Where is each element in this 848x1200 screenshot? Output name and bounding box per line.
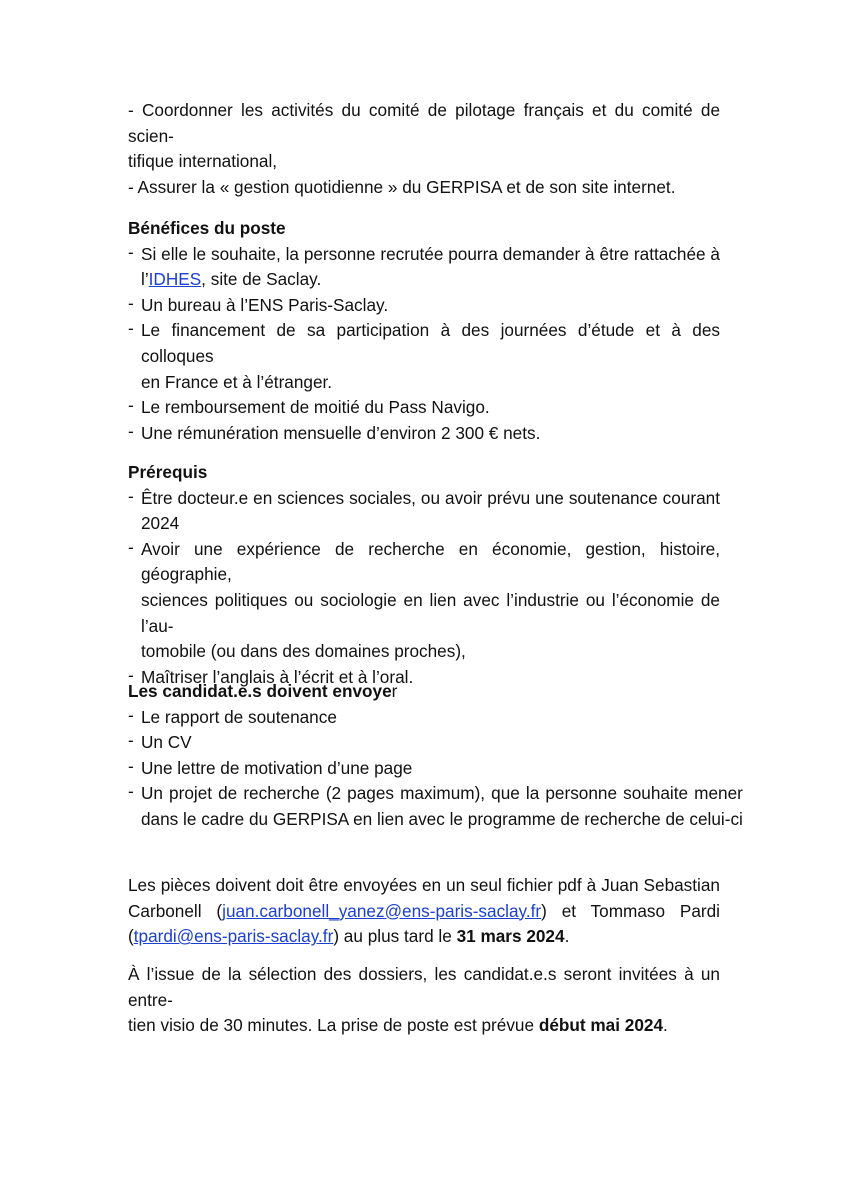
list-item xyxy=(128,756,720,782)
prereq-section xyxy=(128,460,720,690)
benefits-heading: Bénéfices du poste xyxy=(128,218,286,238)
bullet-dash: - xyxy=(128,420,134,441)
bullet-dash: - xyxy=(128,781,134,802)
bullet-dash: - xyxy=(128,664,134,685)
intro-line-3: - Assurer la « gestion quotidienne » du GERPISA et de son site internet. xyxy=(128,176,676,197)
interview-paragraph xyxy=(128,962,720,1039)
intro-line-1: - Coordonner les activités du comité de pilotage français et du comité de scien- xyxy=(128,100,720,146)
bullet-dash: - xyxy=(128,536,134,557)
email-link-carbonell[interactable]: juan.carbonell_yanez@ens-paris-saclay.fr xyxy=(222,900,542,921)
bullet-dash: - xyxy=(128,395,134,416)
list-item-text: sciences politiques ou sociologie en lien avec l’industrie ou l’économie de l’au- xyxy=(141,589,720,636)
list-item xyxy=(128,395,720,421)
list-item xyxy=(128,421,720,447)
list-item-text: tomobile (ou dans des domaines proches), xyxy=(141,641,466,662)
list-item-text: Une lettre de motivation d’une page xyxy=(141,757,413,778)
send-section xyxy=(128,679,743,833)
list-item-text: Un projet de recherche (2 pages maximum), que la personne souhaite mener xyxy=(141,783,743,804)
list-item xyxy=(128,730,720,756)
bullet-dash: - xyxy=(128,292,134,313)
bullet-dash: - xyxy=(128,704,134,725)
list-item xyxy=(128,293,720,319)
intro-line-2: tifique international, xyxy=(128,151,278,172)
list-item-text: en France et à l’étranger. xyxy=(141,371,333,392)
paragraph-line: À l’issue de la sélection des dossiers, les candidat.e.s seront invitées à un entre- xyxy=(128,964,720,1010)
prereq-heading: Prérequis xyxy=(128,462,208,482)
list-item-text: Si elle le souhaite, la personne recrutée pourra demander à être rattachée à xyxy=(141,243,720,264)
start-date: début mai 2024 xyxy=(538,1015,664,1036)
list-item-text: Le rapport de soutenance xyxy=(141,706,337,727)
list-item-text: l’IDHES, site de Saclay. xyxy=(141,269,322,290)
submission-paragraph xyxy=(128,873,720,950)
bullet-dash: - xyxy=(128,485,134,506)
list-item xyxy=(128,318,720,395)
list-item-text: Le remboursement de moitié du Pass Navigo. xyxy=(141,397,490,418)
bullet-dash: - xyxy=(128,241,134,262)
paragraph-line: tien visio de 30 minutes. La prise de poste est prévue début mai 2024. xyxy=(128,1015,668,1036)
list-item xyxy=(128,781,743,832)
paragraph-line: Carbonell (juan.carbonell_yanez@ens-paris-saclay.fr) et Tommaso Pardi xyxy=(128,900,720,921)
bullet-dash: - xyxy=(128,755,134,776)
paragraph-line: Les pièces doivent doit être envoyées en un seul fichier pdf à Juan Sebastian xyxy=(128,875,720,895)
list-item-text: 2024 xyxy=(141,513,180,534)
send-heading: Les candidat.e.s doivent envoyer xyxy=(128,681,398,701)
email-link-pardi[interactable]: tpardi@ens-paris-saclay.fr xyxy=(133,926,334,947)
deadline-date: 31 mars 2024 xyxy=(456,926,565,947)
idhes-link[interactable]: IDHES xyxy=(148,269,202,290)
list-item xyxy=(128,242,720,293)
list-item-text: dans le cadre du GERPISA en lien avec le programme de recherche de celui-ci xyxy=(141,808,743,829)
list-item-text: Un bureau à l’ENS Paris-Saclay. xyxy=(141,294,389,315)
list-item-text: Avoir une expérience de recherche en économie, gestion, histoire, géographie, xyxy=(141,538,720,585)
benefits-section xyxy=(128,216,720,446)
bullet-dash: - xyxy=(128,730,134,751)
list-item-text: Le financement de sa participation à des journées d’étude et à des colloques xyxy=(141,320,720,366)
list-item-text: Être docteur.e en sciences sociales, ou avoir prévu une soutenance courant xyxy=(141,487,720,508)
list-item-text: Un CV xyxy=(141,732,192,753)
list-item xyxy=(128,486,720,537)
list-item xyxy=(128,537,720,665)
list-item xyxy=(128,705,720,731)
intro-section xyxy=(128,98,720,200)
bullet-dash: - xyxy=(128,318,134,339)
paragraph-line: (tpardi@ens-paris-saclay.fr) au plus tard le 31 mars 2024. xyxy=(128,926,570,947)
list-item-text: Maîtriser l’anglais à l’écrit et à l’oral. xyxy=(141,666,414,687)
list-item-text: Une rémunération mensuelle d’environ 2 300 € nets. xyxy=(141,422,541,443)
